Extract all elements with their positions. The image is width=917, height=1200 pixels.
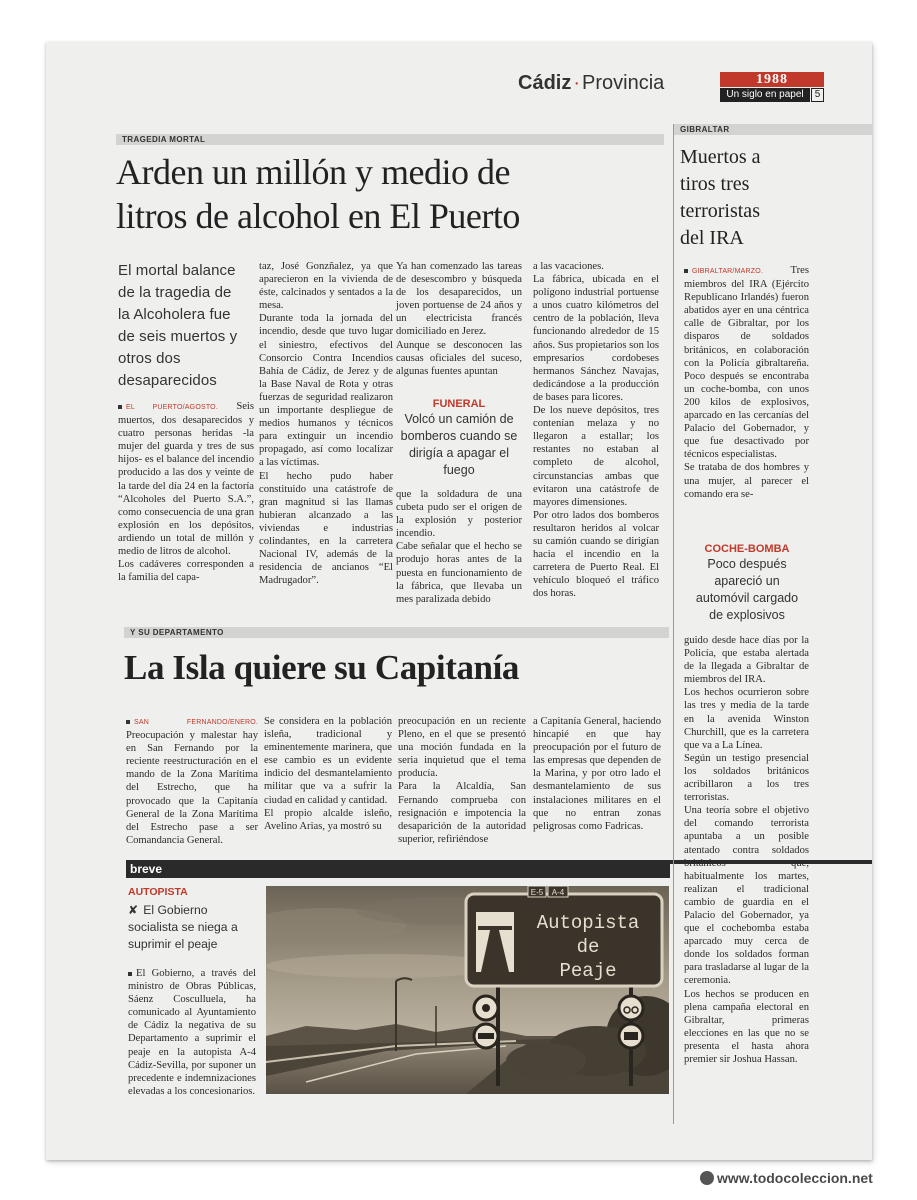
sidebar-body-text-e: Según un testigo presencial los soldados británicos acribillaron a los tres terroristas. xyxy=(684,752,809,804)
sidebar-headline xyxy=(680,144,860,252)
second-column-2 xyxy=(264,715,392,833)
second-column-4 xyxy=(533,715,661,833)
lead-line: de seis muertos y xyxy=(118,328,238,345)
sign-route-a4: A-4 xyxy=(551,888,565,897)
main-column-4 xyxy=(533,260,659,600)
breve-kicker: AUTOPISTA xyxy=(128,886,188,898)
funeral-text xyxy=(396,411,522,479)
breve-bar xyxy=(126,860,670,878)
breve-body-text: El Gobierno, a través del ministro de Obras Públicas, Sáenz Cosculluela, ha comunicado al Ayuntamiento de Cádiz la negativa de su Departamento a suprimir el peaje en la autopista A-4 Cádiz-Sevilla, por suponer un precedente e indemnizaciones elevadas a los concesionarios. xyxy=(128,968,256,1097)
funeral-label: FUNERAL xyxy=(432,398,486,410)
main-col4-text-d: Por otro lados dos bomberos resultaron heridos al volcar su camión cuando se dirigían hacia el incendio en la carretera de Puerto Real. El vehículo bloqueó el tráfico dos horas. xyxy=(533,509,659,600)
sidebar-headline-line: del IRA xyxy=(680,227,744,249)
coche-bomba-text xyxy=(682,556,812,624)
second-dateline: SAN FERNANDO/ENERO. xyxy=(134,719,258,726)
summary-line: suprimir el peaje xyxy=(128,937,218,951)
lead-line: El mortal balance xyxy=(118,262,236,279)
section-header xyxy=(518,72,664,102)
coche-bomba-label: COCHE-BOMBA xyxy=(704,543,790,555)
main-headline xyxy=(116,150,671,238)
main-headline-line-2: litros de alcohol en El Puerto xyxy=(116,196,520,236)
lead-line: desaparecidos xyxy=(118,372,217,389)
sign-text-line-2: de xyxy=(576,936,600,958)
highway-photo xyxy=(266,886,669,1094)
bullet-square xyxy=(684,269,688,273)
pull-line: bomberos cuando se xyxy=(400,429,518,443)
breve-summary xyxy=(128,902,264,953)
main-col4-text-b: La fábrica, ubicada en el polígono industrial portuense a unos cuatro kilómetros del centro de la población, lleva funcionando alrededor de 15 años. Sus propietarios son los empresarios cordobeses hermanos Sánchez Navajas, dedicándose a la producción de bases para licores. xyxy=(533,274,659,403)
pull-line: de explosivos xyxy=(709,608,785,622)
sidebar-body-text-d: Los hechos ocurrieron sobre las tres y media de la tarde en la avenida Winston Churchill, que es la carretera que va a La Línea. xyxy=(684,687,809,751)
main-lead xyxy=(118,260,254,392)
second-col1-text: Preocupación y malestar hay en San Fernando por la reciente reestructuración en el mando de la Zona Marítima del Estrecho, que ha provocado que la Capitanía General de la Zona Marítima del Estrecho pase a ser Comandancia General. xyxy=(126,730,258,846)
pull-line: fuego xyxy=(443,463,475,477)
sidebar-body-text-g: Los hechos se producen en plena campaña electoral en Gibraltar, primeras elecciones en las que no se presenta el hasta ahora premier sir Joshua Hassan. xyxy=(684,988,809,1065)
pull-line: Poco después xyxy=(707,557,787,571)
sidebar-body-text-f: Una teoría sobre el objetivo del comando terrorista apuntaba a un posible atentado contra soldados británicos que, habitualmente los martes, realizan el tradicional cambio de guardia en el Palacio del Gobernador, ya que el cochebomba estaba aparcado muy cerca de donde los soldados forman para trasladarse al lugar de la ceremonia. xyxy=(684,805,809,987)
sidebar-body-bottom xyxy=(684,634,809,1066)
sidebar-body-top xyxy=(684,264,809,501)
watermark xyxy=(700,1170,873,1186)
summary-line: El Gobierno xyxy=(143,903,208,917)
sidebar-body-text: Tres miembros del IRA (Ejército Republicano Irlandés) fueron abatidos ayer en una céntrica calle de Gibraltar, por los disparos de soldados británicos, en colaboración con la Policía gibraltareña. Poco después se encontraba un coche-bomba, con unos 200 kilos de explosivos, aparcado en las cercanías del Palacio del Gobernador, y que fue desactivado por técnicos especialistas. xyxy=(684,265,809,461)
subsection-title: Provincia xyxy=(582,72,665,94)
section-title: Cádiz xyxy=(518,72,572,94)
second-headline: La Isla quiere su Capitanía xyxy=(124,648,520,687)
sidebar-body-text-c: guido desde hace días por la Policía, que estaba alertada de la llegada a Gibraltar de miembros del IRA. xyxy=(684,635,809,686)
main-column-1 xyxy=(118,400,254,584)
year-box xyxy=(720,72,824,104)
sidebar-rule xyxy=(673,124,674,1124)
year-label: 1988 xyxy=(720,72,824,87)
lead-line: otros dos xyxy=(118,350,181,367)
second-col3-text-b: Para la Alcaldía, San Fernando comprueba con resignación e impotencia la desaparición de la autoridad superior, refiriéndose xyxy=(398,781,526,845)
main-col3-text-d: Cabe señalar que el hecho se produjo horas antes de la puesta en funcionamiento de la fábrica, que llevaba un mes paralizada debido xyxy=(396,541,522,605)
pull-line: dirigía a apagar el xyxy=(408,446,510,460)
page-number: 5 xyxy=(811,88,824,102)
main-col4-text: a las vacaciones. xyxy=(533,261,604,272)
funeral-pullquote xyxy=(396,397,522,479)
watermark-logo-icon xyxy=(700,1171,714,1185)
series-label: Un siglo en papel xyxy=(720,88,810,102)
sidebar-dateline: GIBRALTAR/MARZO. xyxy=(692,268,764,275)
second-column-3 xyxy=(398,715,526,846)
sidebar-kicker: GIBRALTAR xyxy=(674,124,872,135)
second-column-1 xyxy=(126,715,258,847)
sidebar-headline-line: Muertos a xyxy=(680,146,761,168)
bullet-square xyxy=(126,720,130,724)
second-col3-text: preocupación en un reciente Pleno, en el que se presentó una moción fundada en la seria inquietud que el tema producía. xyxy=(398,716,526,780)
second-col2-text-b: El propio alcalde isleño, Avelino Arias, ya mostró su xyxy=(264,807,392,832)
main-col2-text: taz, José Gonzñalez, ya que aparecieron en la vivienda de éste, calcinados y sentados a la mesa. xyxy=(259,261,393,312)
main-col3-text-c: que la soldadura de una cubeta pudo ser el origen de la explosión y posterior incendio. xyxy=(396,489,522,540)
lead-line: la Alcoholera fue xyxy=(118,306,231,323)
bullet-square xyxy=(128,972,132,976)
main-dateline: EL PUERTO/AGOSTO. xyxy=(126,404,218,411)
main-col1-text: Seis muertos, dos desaparecidos y cuatro personas heridas -la mujer del guarda y tres de sus hijos- es el balance del incendio producido a las dos y veinte de la tarde del día 24 en la factoría “Alcoholes del Puerto S.A.”, como consecuencia de una gran explosión en los depósitos, ardiendo un total de millón y medio de litros de alcohol. xyxy=(118,401,254,558)
main-col4-text-c: De los nueve depósitos, tres contenían melaza y no llegaron a estallar; los restantes no estaban al completo de alcohol, circunstancias ambas que evitaron una catástrofe de mayores dimensiones. xyxy=(533,405,659,508)
main-col1-text-b: Los cadáveres corresponden a la familia del capa- xyxy=(118,559,254,584)
main-column-3-bottom xyxy=(396,488,522,606)
watermark-text: www.todocoleccion.net xyxy=(717,1170,873,1186)
sidebar-headline-line: tiros tres xyxy=(680,173,750,195)
sign-text-line-1: Autopista xyxy=(536,912,640,934)
main-column-3 xyxy=(396,260,522,378)
main-col2-text-c: El hecho pudo haber constituido una catástrofe de gran magnitud si las llamas hubieran alcanzado a las viviendas e industrias colindantes, en la carretera Nacional IV, además de la residencia de ancianos “El Madrugador”. xyxy=(259,470,393,587)
second-kicker: Y SU DEPARTAMENTO xyxy=(124,627,669,638)
pull-line: automóvil cargado xyxy=(695,591,799,605)
cross-mark-icon: ✘ xyxy=(128,903,139,917)
sign-route-e5: E-5 xyxy=(530,888,544,897)
breve-body xyxy=(128,967,256,1098)
main-kicker: TRAGEDIA MORTAL xyxy=(116,134,664,145)
second-col4-text: a Capitanía General, haciendo hincapié en que hay preocupación por el futuro de las empresas que dependen de la Marina, y por otro lado el desmantelamiento de sus instalaciones militares en el que no entran zonas peligrosas como Fadricas. xyxy=(533,716,661,832)
main-col3-text: Ya han comenzado las tareas de desescombro y búsqueda de los desaparecidos, un joven portuense de 24 años y un electricista francés domiciliado en Jerez. xyxy=(396,261,522,338)
pull-line: Volcó un camión de xyxy=(404,412,514,426)
second-col2-text: Se considera en la población isleña, tradicional y eminentemente marinera, que ese cambio es un evidente indicio del desmantelamiento militar que va a sufrir la ciudad en calidad y cantidad. xyxy=(264,716,392,806)
bullet-square xyxy=(118,405,122,409)
sidebar-headline-line: terroristas xyxy=(680,200,760,222)
lead-line: de la tragedia de xyxy=(118,284,232,301)
breve-label: breve xyxy=(130,862,163,876)
newspaper-page xyxy=(46,42,872,1160)
pull-line: apareció un xyxy=(714,574,780,588)
main-headline-line-1: Arden un millón y medio de xyxy=(116,152,510,192)
sidebar-body-text-b: Se trataba de dos hombres y una mujer, al parecer el comando era se- xyxy=(684,462,809,500)
main-column-2 xyxy=(259,260,393,587)
coche-bomba-pullquote xyxy=(682,542,812,624)
main-col3-text-b: Aunque se desconocen las causas oficiales del suceso, algunas fuentes apuntan xyxy=(396,339,522,377)
section-separator: · xyxy=(573,72,581,94)
sign-text-line-3: Peaje xyxy=(559,960,617,982)
summary-line: socialista se niega a xyxy=(128,920,238,934)
main-col2-text-b: Durante toda la jornada del incendio, desde que tuvo lugar el siniestro, efectivos del Consorcio Contra Incendios Bahía de Cádiz, de Jerez y de la Base Naval de Rota y otras fuerzas de seguridad realizaron un importante despliegue de medios humanos y técnicos para extinguir un incendio propagado, así como localizar a las víctimas. xyxy=(259,313,393,469)
highway-photo-art xyxy=(266,886,669,1094)
